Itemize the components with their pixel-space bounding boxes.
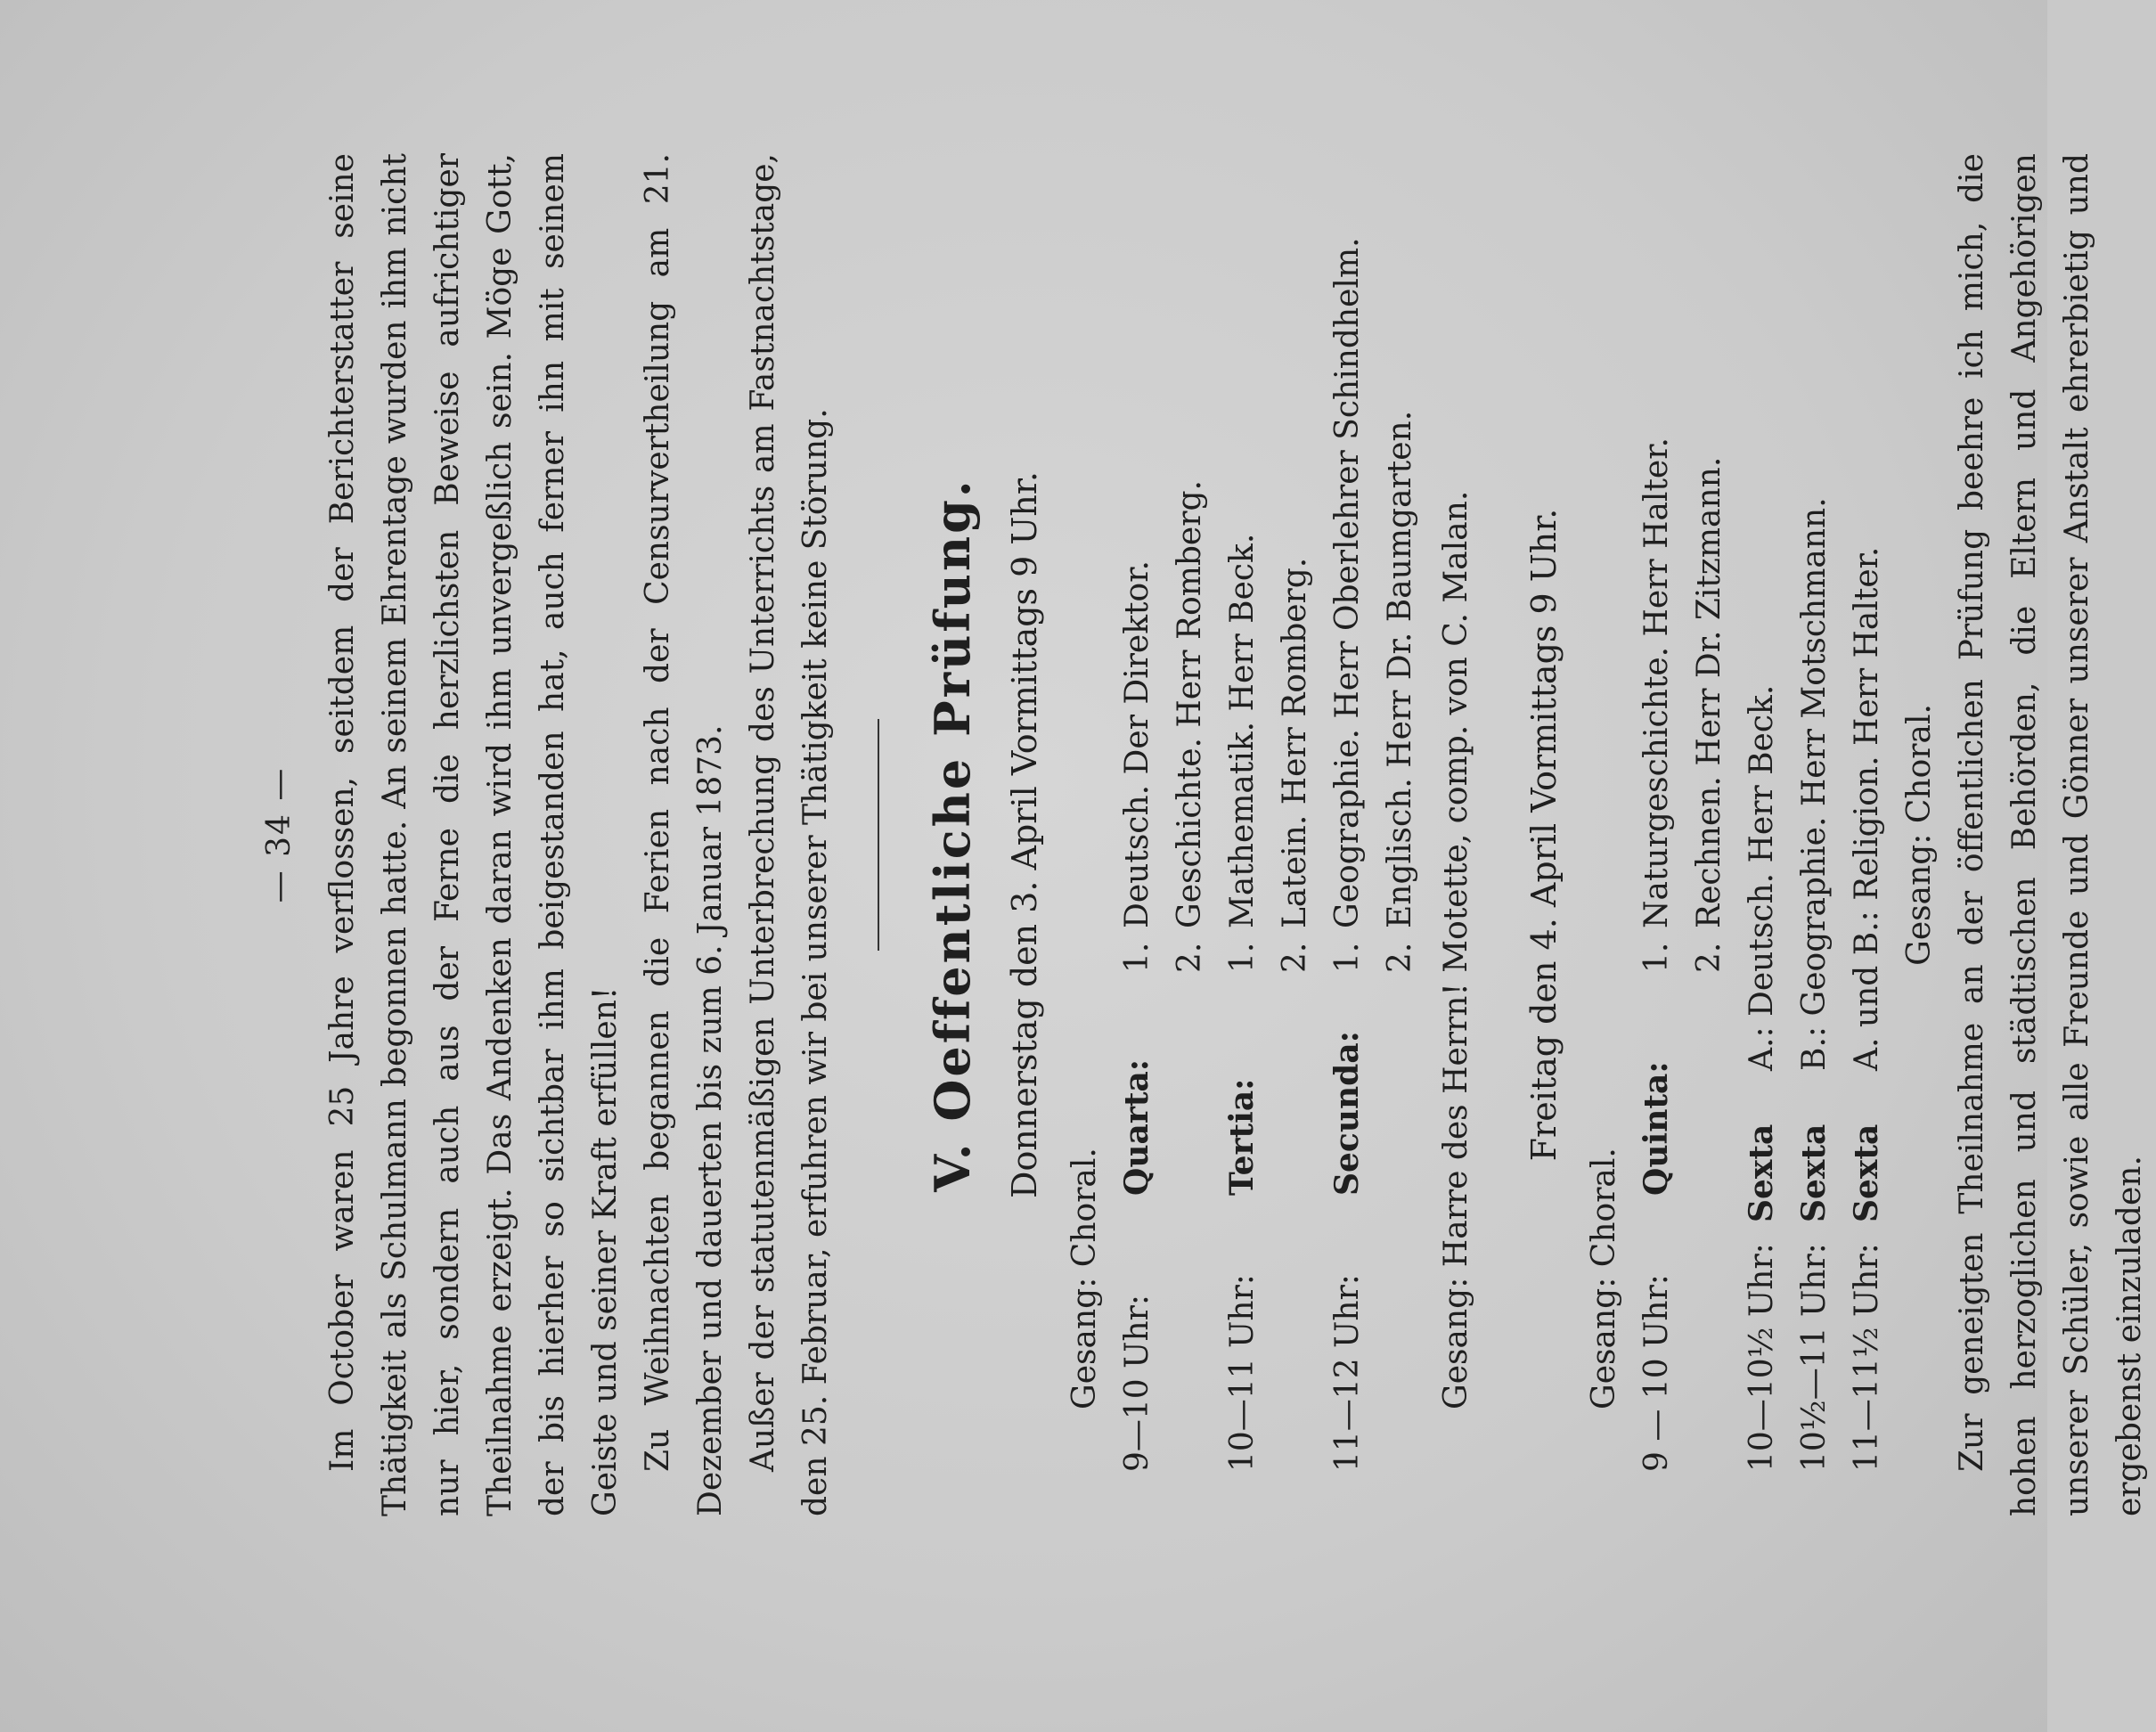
schedule-row: [1841, 153, 1893, 1472]
subject-teacher: A.: Deutsch. Herr Beck.: [1744, 684, 1780, 1071]
spacer: [1486, 153, 1518, 1516]
class-name: Sexta: [1795, 1123, 1833, 1222]
time-slot: 10—11 Uhr:: [1224, 1274, 1261, 1472]
item-number: 1.: [1224, 942, 1261, 973]
paragraph-anniversary: Im October waren 25 Jahre verflossen, seitdem der Berichterstatter seine Thätigkeit als Schulmann begonnen hatte. An seinem Ehrentage wurden ihm nicht nur hier, sondern auch aus der Ferne die herzlichsten Beweise aufrichtiger Theilnahme erzeigt. Das Andenken daran wird ihm unvergeßlich sein. Möge Gott, der bis hierher so sichtbar ihm beigestanden hat, auch ferner ihn mit seinem Geiste und seiner Kraft erfüllen!: [324, 153, 624, 1516]
subject-teacher: Englisch. Herr Dr. Baumgarten.: [1382, 410, 1418, 928]
item-number: 2.: [1691, 942, 1727, 973]
paragraph-christmas-holidays: Zu Weihnachten begannen die Ferien nach der Censurvertheilung am 21. Dezember und dauerten bis zum 6. Januar 1873.: [640, 153, 729, 1516]
schedule-row: [1269, 153, 1321, 1472]
subject-teacher: Mathematik. Herr Beck.: [1224, 533, 1261, 928]
day2-heading: Freitag den 4. April Vormittags 9 Uhr.: [1524, 508, 1564, 1162]
schedule-row: [1788, 153, 1841, 1472]
schedule-row: [1216, 153, 1269, 1472]
paragraph-invitation: Zur geneigten Theilnahme an der öffentlichen Prüfung beehre ich mich, die hohen herzoglichen und städtischen Behörden, die Eltern und Angehörigen unserer Schüler, sowie alle Freunde und Gönner unserer Anstalt ehrerbietig und ergebenst einzuladen.: [1954, 153, 2148, 1516]
time-slot: 11—12 Uhr:: [1329, 1274, 1366, 1472]
rotated-page: [168, 46, 2148, 1686]
item-number: 1.: [1329, 942, 1366, 973]
schedule-row: [1164, 153, 1216, 1472]
schedule-row: [1630, 153, 1683, 1472]
class-name: Sexta: [1743, 1123, 1780, 1222]
schedule-row: [1683, 153, 1735, 1472]
subject-teacher: Deutsch. Der Direktor.: [1119, 560, 1156, 928]
time-slot: 11—11½ Uhr:: [1849, 1243, 1885, 1472]
subject-teacher: B.: Geographie. Herr Motschmann.: [1796, 497, 1833, 1071]
item-number: 2.: [1277, 942, 1313, 973]
schedule-row: [1321, 153, 1374, 1472]
section-title: V. Oeffentliche Prüfung.: [924, 478, 981, 1192]
day1-opening-hymn: Gesang: Choral.: [1066, 1148, 1103, 1409]
page-number: — 34 —: [261, 766, 298, 903]
day2-schedule: [1630, 153, 1893, 1472]
time-slot: 10½—11 Uhr:: [1796, 1243, 1833, 1472]
subject-teacher: Latein. Herr Romberg.: [1277, 557, 1313, 928]
subject-teacher: Rechnen. Herr Dr. Zitzmann.: [1691, 456, 1727, 928]
subject-teacher: Geographie. Herr Oberlehrer Schindhelm.: [1329, 237, 1366, 928]
item-number: 2.: [1382, 942, 1418, 973]
class-name: Quarta:: [1118, 1058, 1156, 1196]
day2-closing-hymn: Gesang: Choral.: [1901, 704, 1938, 966]
class-name: Sexta: [1848, 1123, 1885, 1222]
time-slot: 9 — 10 Uhr:: [1638, 1274, 1675, 1472]
item-number: 2.: [1172, 942, 1208, 973]
day1-heading: Donnerstag den 3. April Vormittags 9 Uhr.: [1005, 471, 1044, 1198]
class-name: Tertia:: [1223, 1078, 1261, 1196]
class-name: Secunda:: [1328, 1031, 1366, 1196]
schedule-row: [1111, 153, 1164, 1472]
section-divider: [878, 719, 879, 951]
subject-teacher: Naturgeschichte. Herr Halter.: [1638, 437, 1675, 928]
schedule-row: [1374, 153, 1426, 1472]
item-number: 1.: [1119, 942, 1156, 973]
class-name: Quinta:: [1637, 1061, 1675, 1196]
item-number: 1.: [1638, 942, 1675, 973]
day1-closing-hymn: Gesang: Harre des Herrn! Motette, comp. von C. Malan.: [1438, 490, 1474, 1409]
day2-block: [1518, 153, 1946, 1516]
subject-teacher: A. und B.: Religion. Herr Halter.: [1849, 546, 1885, 1071]
time-slot: 9—10 Uhr:: [1119, 1294, 1156, 1472]
schedule-row: [1735, 153, 1788, 1472]
day2-opening-hymn: Gesang: Choral.: [1586, 1148, 1622, 1409]
time-slot: 10—10½ Uhr:: [1744, 1243, 1780, 1472]
paragraph-carnival: Außer der statutenmäßigen Unterbrechung des Unterrichts am Fastnachtstage, den 25. Februar, erfuhren wir bei unserer Thätigkeit keine Störung.: [745, 153, 834, 1516]
day1-schedule: [1111, 153, 1426, 1472]
subject-teacher: Geschichte. Herr Romberg.: [1172, 480, 1208, 928]
day1-block: [999, 153, 1482, 1516]
